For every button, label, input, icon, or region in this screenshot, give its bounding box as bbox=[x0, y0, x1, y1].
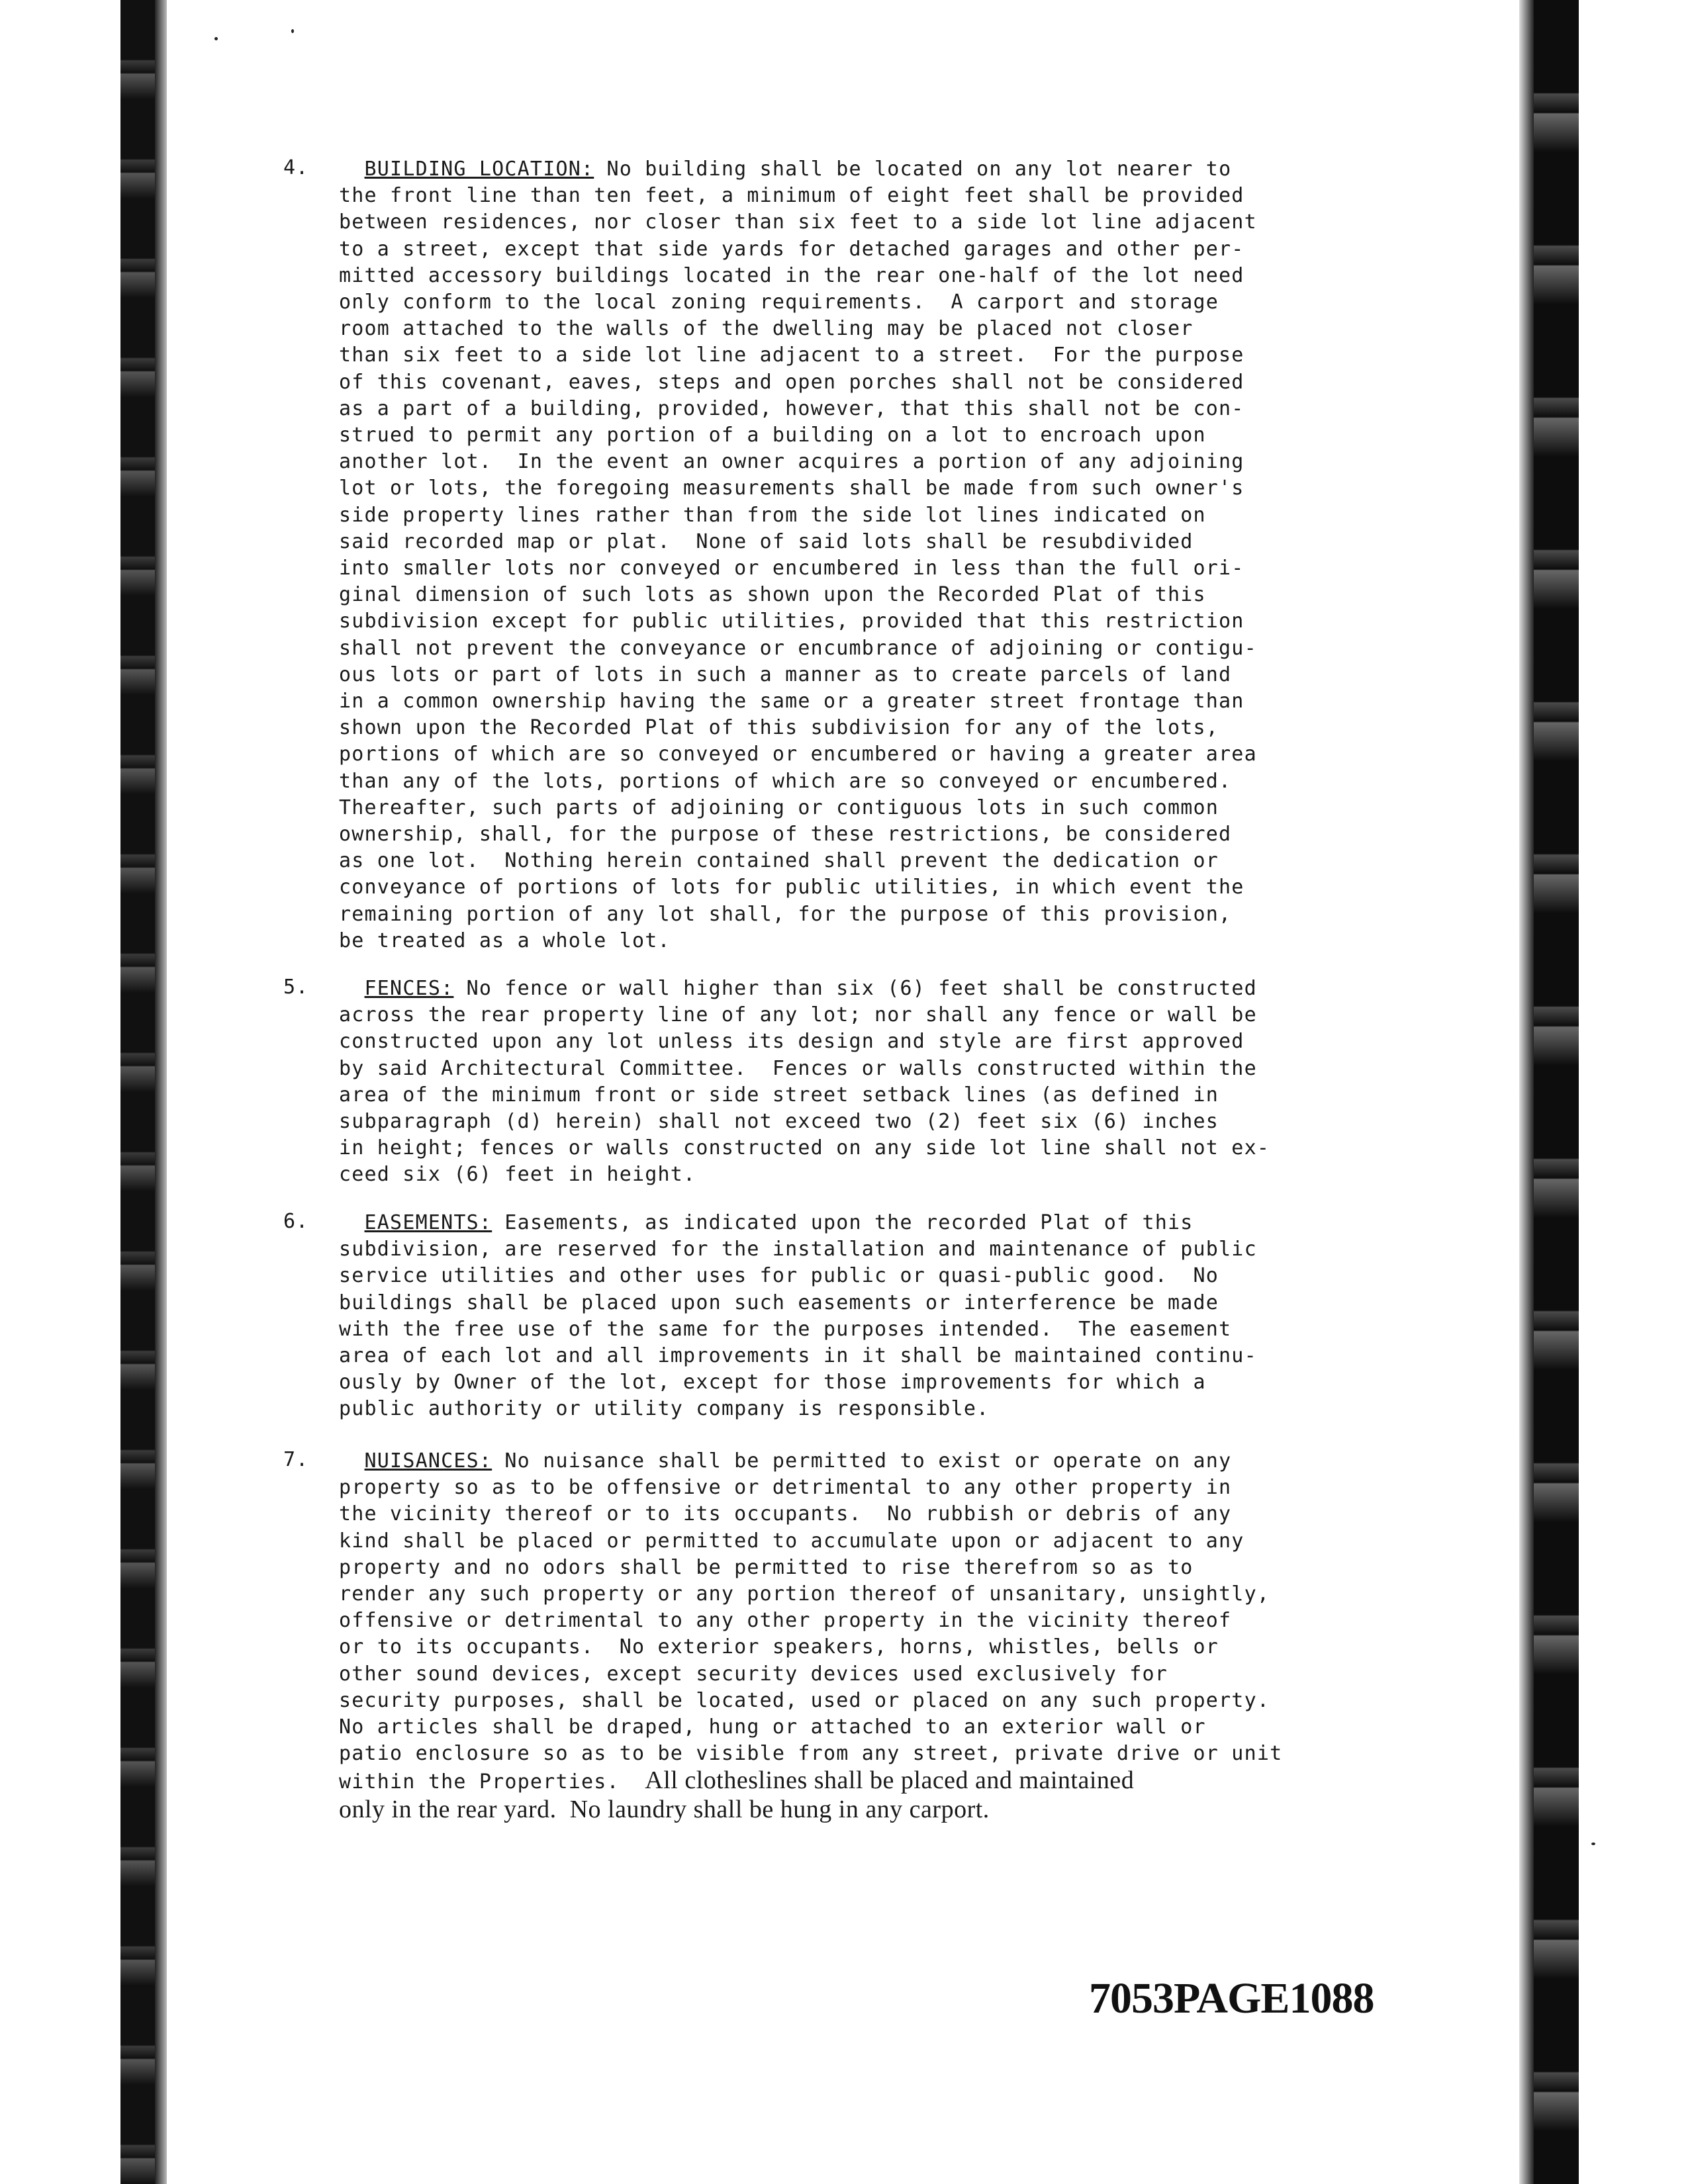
section-heading: NUISANCES: bbox=[364, 1449, 492, 1473]
body-line: room attached to the walls of the dwelling may be placed not closer bbox=[339, 317, 1194, 341]
body-line: Thereafter, such parts of adjoining or contiguous lots in such common bbox=[339, 796, 1219, 819]
body-line: shall not prevent the conveyance or encumbrance of adjoining or contigu- bbox=[339, 636, 1257, 660]
body-line: constructed upon any lot unless its design and style are first approved bbox=[339, 1030, 1244, 1054]
body-line: security purposes, shall be located, used or placed on any such property. bbox=[339, 1688, 1270, 1712]
body-line: service utilities and other uses for public or quasi-public good. No bbox=[339, 1264, 1219, 1288]
body-line: shown upon the Recorded Plat of this subdivision for any of the lots, bbox=[339, 716, 1219, 740]
body-line: ceed six (6) feet in height. bbox=[339, 1163, 696, 1187]
section-heading: FENCES: bbox=[364, 977, 454, 1000]
body-line: than any of the lots, portions of which are so conveyed or encumbered. bbox=[339, 769, 1232, 793]
indent bbox=[339, 977, 365, 1000]
body-line: side property lines rather than from the side lot lines indicated on bbox=[339, 503, 1206, 527]
body-line: by said Architectural Committee. Fences or walls constructed within the bbox=[339, 1056, 1257, 1080]
indent bbox=[339, 158, 365, 181]
body-line: only conform to the local zoning requirements. A carport and storage bbox=[339, 291, 1219, 314]
paragraph-number: 6. bbox=[283, 1210, 309, 1233]
body-line: lot or lots, the foregoing measurements shall be made from such owner's bbox=[339, 477, 1244, 500]
body-line: strued to permit any portion of a building on a lot to encroach upon bbox=[339, 424, 1206, 447]
indent bbox=[339, 1211, 365, 1234]
body-line: other sound devices, except security devices used exclusively for bbox=[339, 1662, 1168, 1686]
body-line: buildings shall be placed upon such easements or interference be made bbox=[339, 1291, 1219, 1314]
body-line: subparagraph (d) herein) shall not exceed two (2) feet six (6) inches bbox=[339, 1110, 1219, 1134]
first-line-text: Easements, as indicated upon the recorded Plat of this bbox=[504, 1211, 1194, 1234]
paragraph-5 bbox=[285, 976, 1337, 1189]
body-line: in a common ownership having the same or a greater street frontage than bbox=[339, 690, 1244, 713]
body-line: the front line than ten feet, a minimum of eight feet shall be provided bbox=[339, 184, 1244, 208]
body-line: patio enclosure so as to be visible from any street, private drive or unit bbox=[339, 1742, 1283, 1766]
scan-speck bbox=[291, 29, 294, 33]
paragraph-number: 7. bbox=[283, 1448, 309, 1471]
body-line: ously by Owner of the lot, except for those improvements for which a bbox=[339, 1371, 1206, 1394]
added-text-line: All clotheslines shall be placed and maintained bbox=[645, 1766, 1135, 1795]
body-line: ownership, shall, for the purpose of these restrictions, be considered bbox=[339, 823, 1232, 846]
body-line: within the Properties. bbox=[339, 1770, 620, 1794]
paragraph-6 bbox=[285, 1210, 1337, 1423]
added-text-final-line: only in the rear yard. No laundry shall be hung in any carport. bbox=[339, 1795, 990, 1823]
first-line-text: No fence or wall higher than six (6) feet shall be constructed bbox=[466, 977, 1257, 1000]
body-line: area of each lot and all improvements in it shall be maintained continu- bbox=[339, 1344, 1257, 1368]
paragraph-7 bbox=[285, 1448, 1337, 1825]
scan-left-edge bbox=[120, 0, 167, 2184]
paragraph-body bbox=[339, 976, 1337, 1189]
body-line: No articles shall be draped, hung or attached to an exterior wall or bbox=[339, 1715, 1206, 1739]
body-line: be treated as a whole lot. bbox=[339, 929, 671, 952]
first-line-text: No nuisance shall be permitted to exist or operate on any bbox=[504, 1449, 1232, 1473]
body-line: property so as to be offensive or detrimental to any other property in bbox=[339, 1476, 1232, 1500]
body-line: between residences, nor closer than six feet to a side lot line adjacent bbox=[339, 210, 1257, 234]
body-line: subdivision, are reserved for the installation and maintenance of public bbox=[339, 1238, 1257, 1261]
body-line: with the free use of the same for the purposes intended. The easement bbox=[339, 1317, 1232, 1341]
body-line: to a street, except that side yards for detached garages and other per- bbox=[339, 237, 1244, 261]
paragraph-number: 4. bbox=[283, 156, 309, 179]
body-line: offensive or detrimental to any other property in the vicinity thereof bbox=[339, 1609, 1232, 1633]
body-line: kind shall be placed or permitted to accumulate upon or adjacent to any bbox=[339, 1529, 1244, 1553]
first-line-text: No building shall be located on any lot nearer to bbox=[606, 158, 1232, 181]
body-line: as one lot. Nothing herein contained shall prevent the dedication or bbox=[339, 849, 1219, 873]
body-line: public authority or utility company is responsible. bbox=[339, 1397, 990, 1421]
body-line: across the rear property line of any lot; nor shall any fence or wall be bbox=[339, 1003, 1257, 1027]
body-line: area of the minimum front or side street setback lines (as defined in bbox=[339, 1083, 1219, 1107]
body-line: conveyance of portions of lots for public utilities, in which event the bbox=[339, 876, 1244, 899]
body-line: said recorded map or plat. None of said lots shall be resubdivided bbox=[339, 529, 1194, 553]
body-line: ous lots or part of lots in such a manner as to create parcels of land bbox=[339, 662, 1232, 686]
section-heading: BUILDING LOCATION: bbox=[364, 158, 594, 181]
paragraph-number: 5. bbox=[283, 976, 309, 999]
scan-right-edge bbox=[1519, 0, 1579, 2184]
body-line: into smaller lots nor conveyed or encumbered in less than the full ori- bbox=[339, 557, 1244, 580]
body-line: of this covenant, eaves, steps and open porches shall not be considered bbox=[339, 370, 1244, 394]
body-line: remaining portion of any lot shall, for the purpose of this provision, bbox=[339, 902, 1232, 926]
body-line: subdivision except for public utilities, provided that this restriction bbox=[339, 610, 1244, 633]
body-line: or to its occupants. No exterior speakers, horns, whistles, bells or bbox=[339, 1635, 1219, 1659]
body-line: render any such property or any portion thereof of unsanitary, unsightly, bbox=[339, 1582, 1270, 1606]
body-line: ginal dimension of such lots as shown upon the Recorded Plat of this bbox=[339, 583, 1206, 607]
paragraph-4 bbox=[285, 156, 1337, 954]
body-line: mitted accessory buildings located in the rear one-half of the lot need bbox=[339, 263, 1244, 287]
body-line: the vicinity thereof or to its occupants. No rubbish or debris of any bbox=[339, 1502, 1232, 1526]
body-line: property and no odors shall be permitted to rise therefrom so as to bbox=[339, 1555, 1194, 1579]
paragraph-body bbox=[339, 1210, 1337, 1423]
body-line: portions of which are so conveyed or encumbered or having a greater area bbox=[339, 743, 1257, 766]
body-line: another lot. In the event an owner acquires a portion of any adjoining bbox=[339, 450, 1244, 474]
recording-book-page-stamp: 7053PAGE1088 bbox=[1089, 1974, 1374, 2023]
body-line: in height; fences or walls constructed on any side lot line shall not ex- bbox=[339, 1136, 1270, 1160]
indent bbox=[339, 1449, 365, 1473]
paragraph-body bbox=[339, 156, 1337, 954]
scan-speck bbox=[1591, 1843, 1595, 1845]
paragraph-body bbox=[339, 1448, 1337, 1825]
section-heading: EASEMENTS: bbox=[364, 1211, 492, 1234]
scan-speck bbox=[214, 37, 218, 40]
body-line: than six feet to a side lot line adjacent to a street. For the purpose bbox=[339, 343, 1244, 367]
body-line: as a part of a building, provided, however, that this shall not be con- bbox=[339, 396, 1244, 420]
